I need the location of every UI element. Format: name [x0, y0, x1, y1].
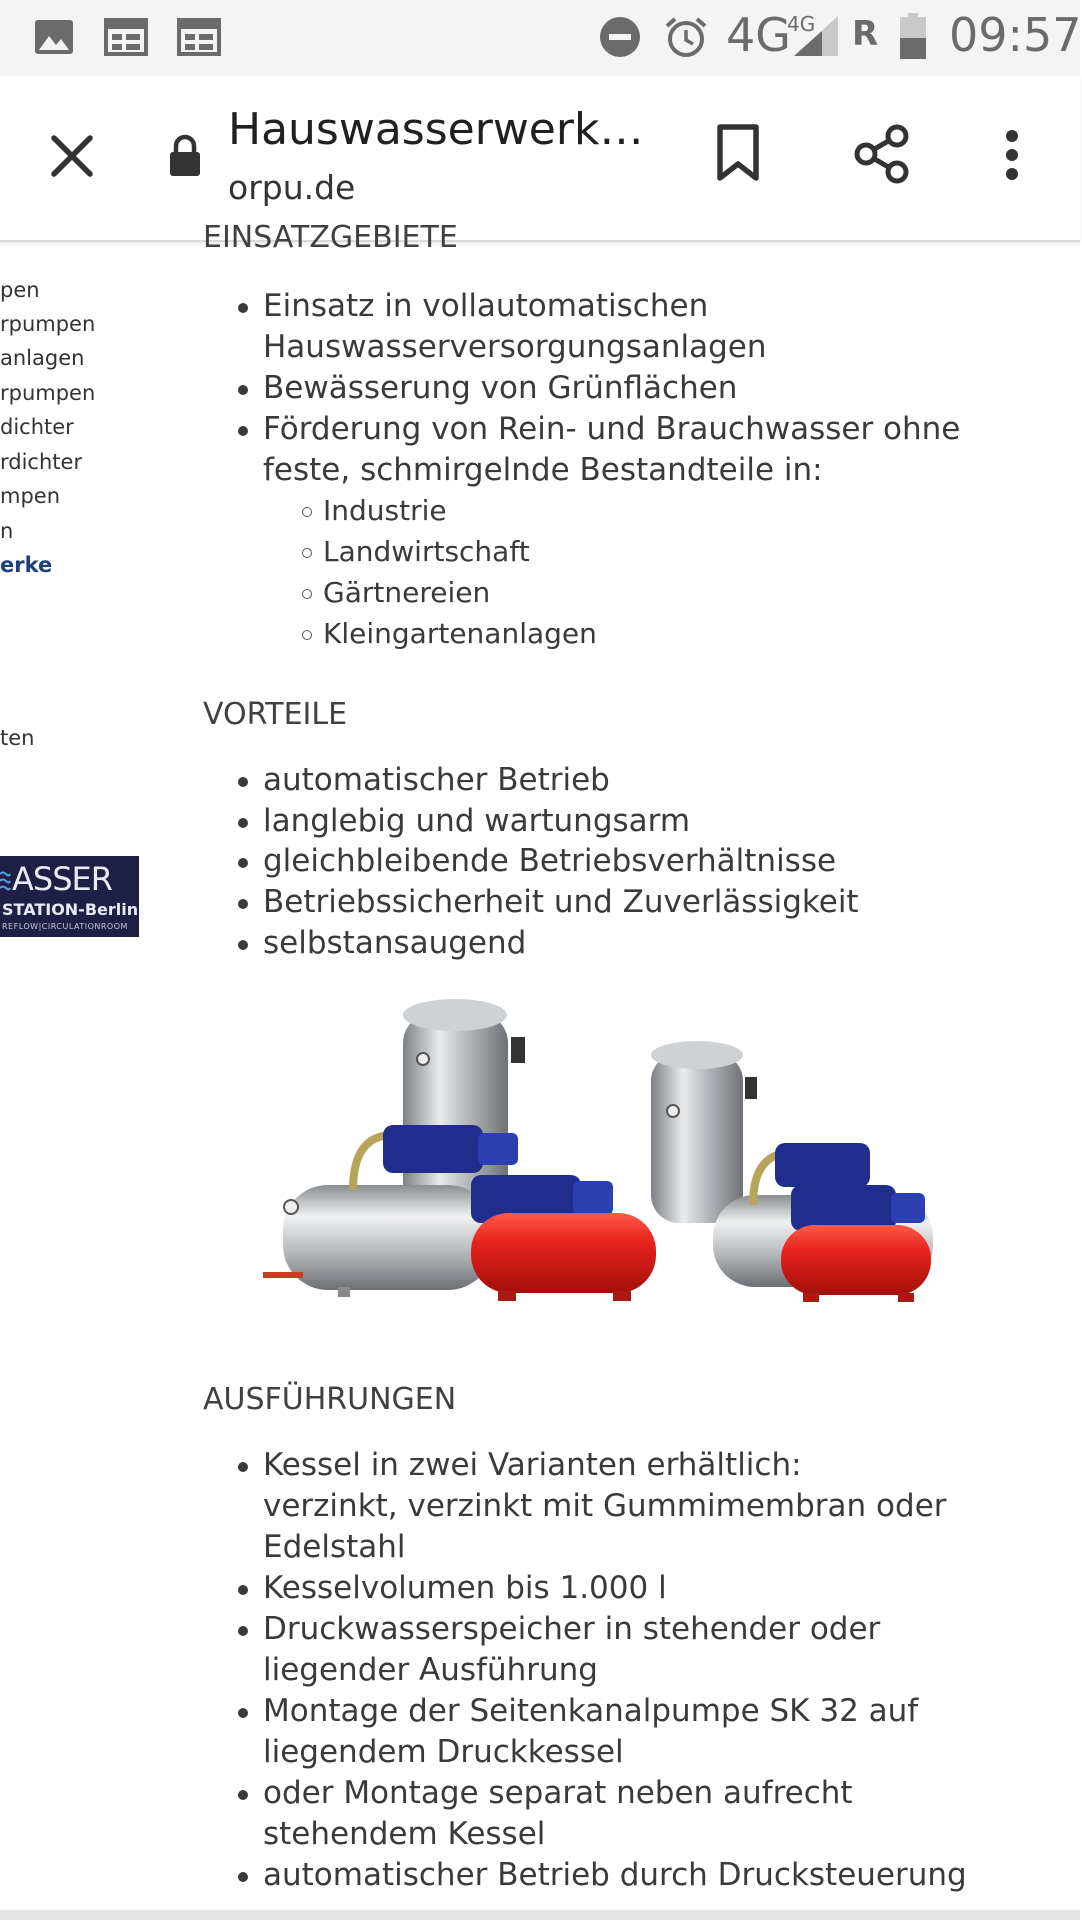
battery-icon [899, 12, 927, 60]
sub-list-item: Gärtnereien [323, 572, 490, 613]
custom-tab-toolbar [0, 76, 1080, 242]
alarm-icon [663, 14, 709, 60]
list-item: Bewässerung von Grünflächen [263, 368, 737, 409]
share-icon[interactable] [852, 124, 912, 184]
calendar-icon [104, 16, 148, 56]
sidebar-link[interactable]: rdichter [0, 450, 83, 474]
list-item: langlebig und wartungsarm [263, 801, 690, 842]
sub-list-item: Industrie [323, 490, 447, 531]
list-item: selbstansaugend [263, 923, 526, 964]
section-heading-ausfuehrungen: AUSFÜHRUNGEN [203, 1382, 457, 1417]
status-bar [0, 0, 1080, 76]
signal-icon [792, 14, 840, 58]
list-item-continuation: Hauswasserversorgungsanlagen [263, 329, 767, 365]
list-item-continuation: liegender Ausführung [263, 1652, 598, 1688]
list-item: automatischer Betrieb durch Drucksteuerung [263, 1855, 967, 1896]
logo-tagline: REFLOW|CIRCULATIONROOM [2, 922, 128, 931]
sidebar-link[interactable]: rpumpen [0, 381, 96, 405]
list-item: Betriebssicherheit und Zuverlässigkeit [263, 882, 859, 923]
sub-list-item: Kleingartenanlagen [323, 613, 597, 654]
sidebar-link[interactable]: pen [0, 278, 40, 302]
logo-text: ASSER [12, 860, 112, 898]
sub-list-item: Landwirtschaft [323, 531, 530, 572]
list-item: gleichbleibende Betriebsverhältnisse [263, 841, 836, 882]
more-vert-icon[interactable] [1000, 128, 1024, 182]
sidebar-link[interactable]: mpen [0, 484, 61, 508]
list-item: Förderung von Rein- und Brauchwasser ohne [263, 409, 960, 450]
list-item: automatischer Betrieb [263, 760, 610, 801]
list-item-continuation: stehendem Kessel [263, 1816, 546, 1852]
calendar-icon [177, 16, 221, 56]
list-item: Montage der Seitenkanalpumpe SK 32 auf [263, 1691, 918, 1732]
wave-icon [0, 870, 10, 892]
sidebar-link[interactable]: rpumpen [0, 312, 96, 336]
sidebar-link[interactable]: dichter [0, 415, 74, 439]
section-heading-vorteile: VORTEILE [203, 697, 348, 732]
sidebar-link[interactable]: ten [0, 726, 35, 750]
page-url[interactable]: orpu.de [228, 168, 356, 207]
list-item: oder Montage separat neben aufrecht [263, 1773, 853, 1814]
section-heading-einsatzgebiete: EINSATZGEBIETE [203, 220, 458, 255]
navigation-bar-edge [0, 1910, 1080, 1920]
sidebar-link-active[interactable]: erke [0, 553, 53, 577]
list-item-continuation: Edelstahl [263, 1529, 406, 1565]
product-image [243, 985, 1063, 1305]
list-item-continuation: liegendem Druckkessel [263, 1734, 624, 1770]
list-item: Kessel in zwei Varianten erhältlich: [263, 1445, 802, 1486]
roaming-indicator: R [852, 14, 879, 54]
page-title[interactable]: Hauswasserwerk… [228, 104, 644, 155]
logo-subtitle: STATION-Berlin [2, 900, 139, 919]
web-content [0, 220, 1080, 1920]
list-item-continuation: verzinkt, verzinkt mit Gummimembran oder [263, 1488, 947, 1524]
clock: 09:57 [949, 8, 1082, 62]
close-icon[interactable] [48, 132, 96, 180]
do-not-disturb-icon [598, 15, 642, 59]
list-item: Kesselvolumen bis 1.000 l [263, 1568, 667, 1609]
list-item: Einsatz in vollautomatischen [263, 286, 708, 327]
sidebar-link[interactable]: n [0, 519, 14, 543]
sidebar-link[interactable]: anlagen [0, 346, 85, 370]
network-type-small: 4G [787, 12, 816, 36]
lock-icon [168, 134, 202, 178]
partner-logo[interactable] [0, 856, 139, 937]
network-type: 4G [726, 8, 791, 62]
list-item: Druckwasserspeicher in stehender oder [263, 1609, 880, 1650]
bookmark-icon[interactable] [716, 124, 760, 182]
list-item-continuation: feste, schmirgelnde Bestandteile in: [263, 452, 823, 488]
image-icon [33, 18, 75, 56]
